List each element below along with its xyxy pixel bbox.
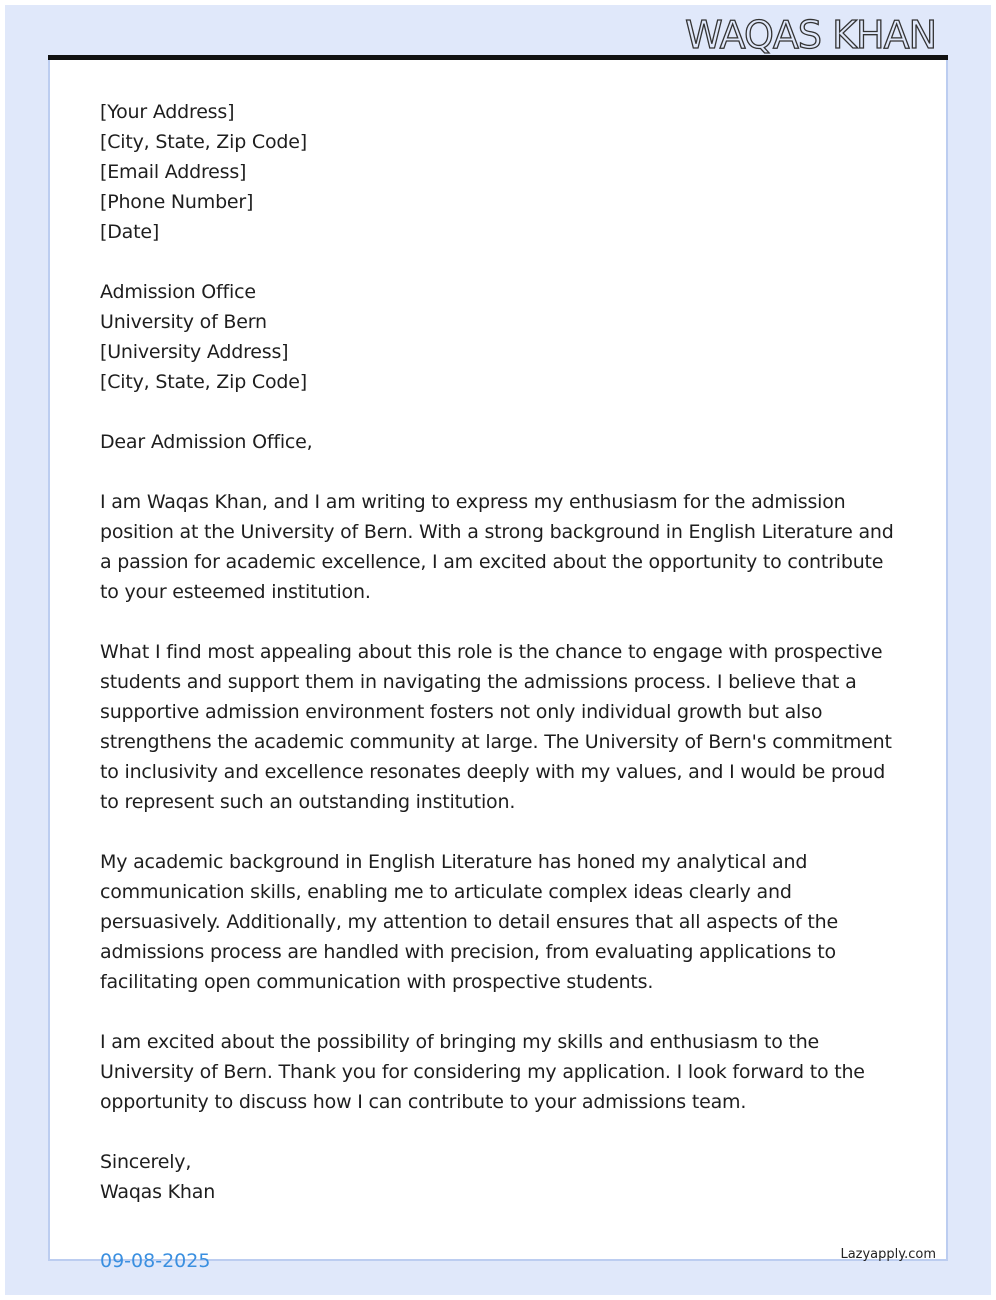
sender-city: [City, State, Zip Code] <box>100 131 307 153</box>
body-paragraph-1: I am Waqas Khan, and I am writing to express my enthusiasm for the admission position at the University of Bern. With a strong background in English Literature and a passion for academic excellence, I am excited about the opportunity to contribute to your esteemed institution. <box>100 491 894 603</box>
salutation: Dear Admission Office, <box>100 431 313 453</box>
applicant-name-heading: WAQAS KHAN <box>685 13 936 57</box>
footer-date: 09-08-2025 <box>100 1250 211 1272</box>
body-paragraph-4: I am excited about the possibility of bringing my skills and enthusiasm to the University of Bern. Thank you for considering my application. I look forward to the opportunity to discuss how I can contribute to your admissions team. <box>100 1031 865 1113</box>
body-paragraph-3: My academic background in English Literature has honed my analytical and communication skills, enabling me to articulate complex ideas clearly and persuasively. Additionally, my attention to detail ensures that all aspects of the admissions process are handled with precision, from evaluating applications to facilitating open communication with prospective students. <box>100 851 839 993</box>
recipient-office: Admission Office <box>100 281 256 303</box>
sender-phone: [Phone Number] <box>100 191 254 213</box>
recipient-university: University of Bern <box>100 311 267 333</box>
cover-letter <box>100 97 900 1207</box>
footer-brand: Lazyapply.com <box>840 1247 936 1262</box>
recipient-block <box>100 277 900 397</box>
signoff: Sincerely, <box>100 1151 192 1173</box>
sender-block <box>100 97 900 247</box>
body-paragraph-2: What I find most appealing about this role is the chance to engage with prospective students and support them in navigating the admissions process. I believe that a supportive admission environment fosters not only individual growth but also strengthens the academic community at large. The University of Bern's commitment to inclusivity and excellence resonates deeply with my values, and I would be proud to represent such an outstanding institution. <box>100 641 892 813</box>
sender-email: [Email Address] <box>100 161 247 183</box>
sender-date: [Date] <box>100 221 160 243</box>
signature: Waqas Khan <box>100 1181 216 1203</box>
sender-address: [Your Address] <box>100 101 235 123</box>
recipient-city: [City, State, Zip Code] <box>100 371 307 393</box>
recipient-address: [University Address] <box>100 341 289 363</box>
